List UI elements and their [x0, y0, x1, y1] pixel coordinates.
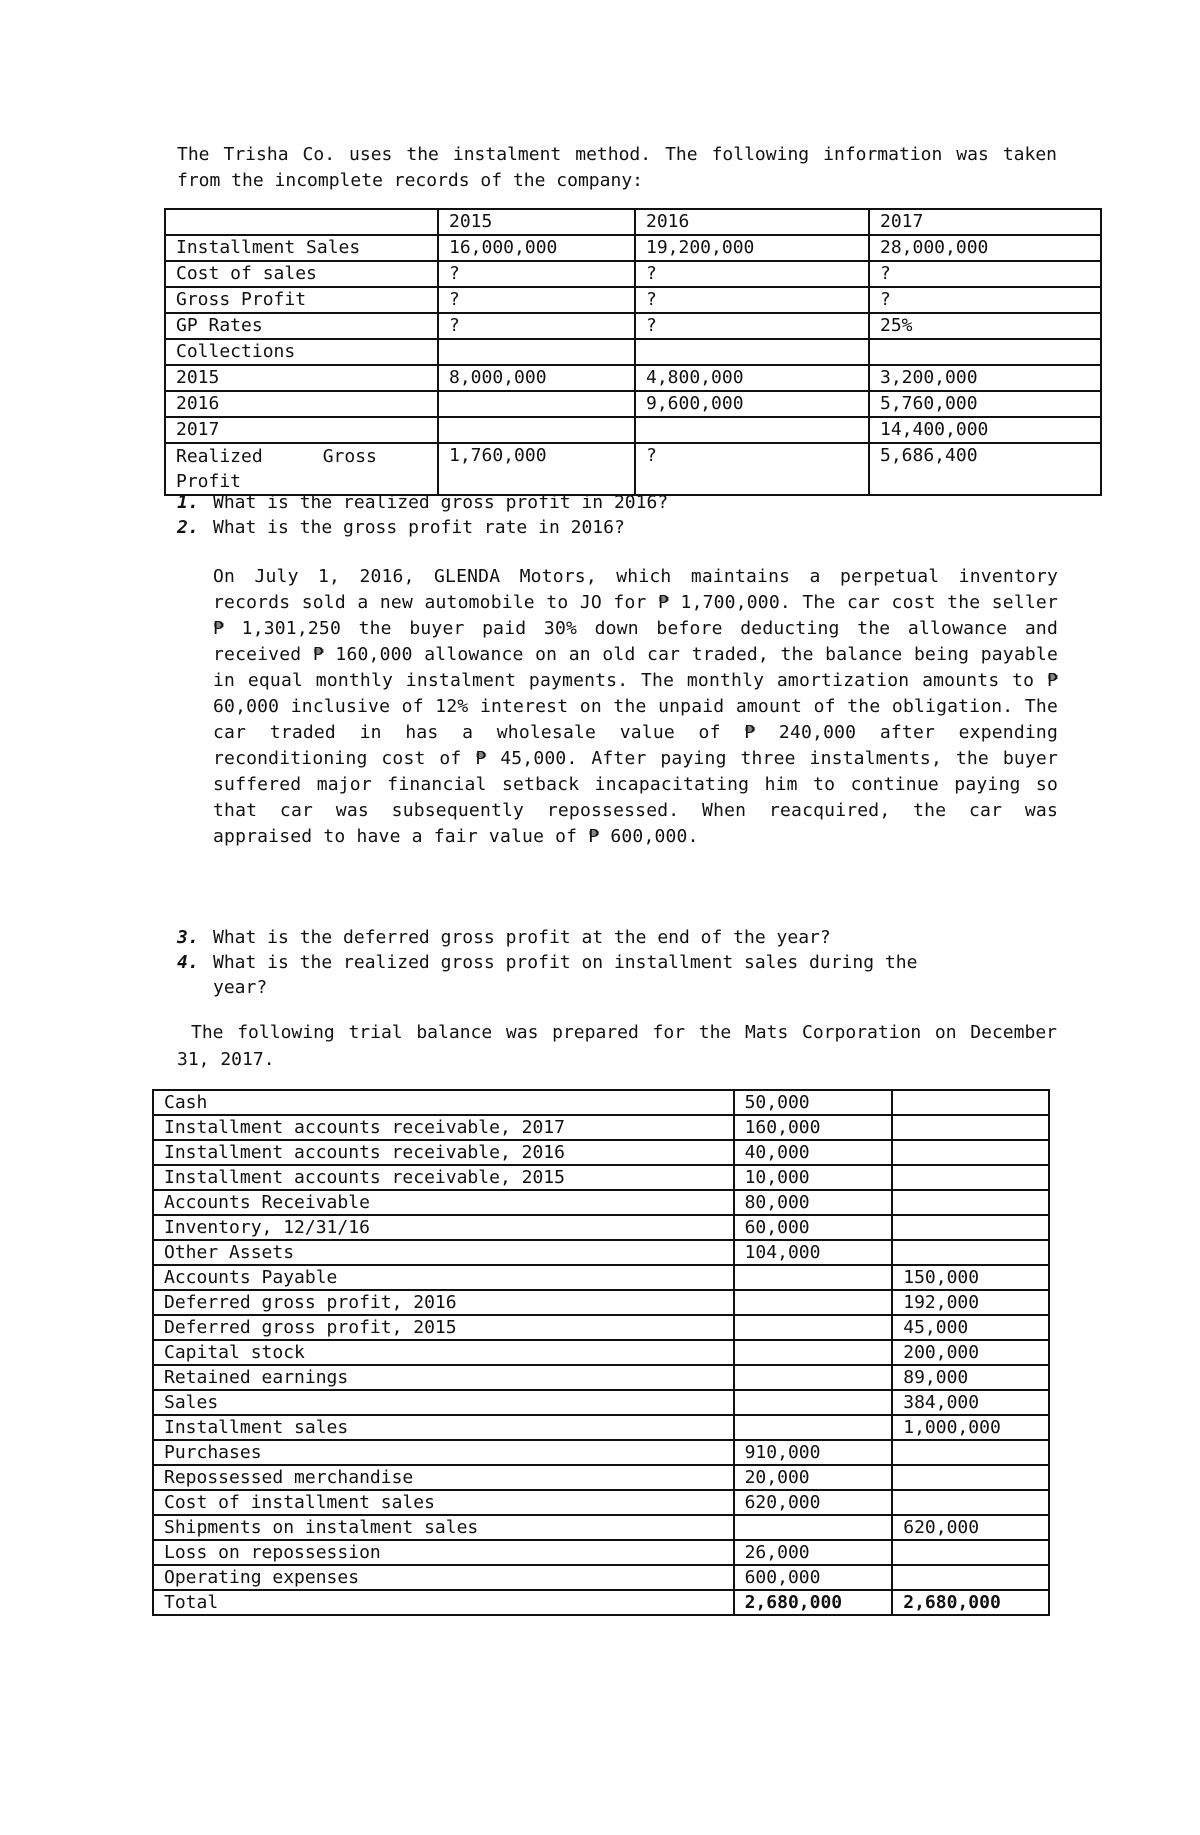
glenda-motors-problem	[213, 564, 1058, 850]
credit-cell	[892, 1190, 1049, 1215]
question-text: What is the deferred gross profit at the end of the year?	[213, 927, 831, 948]
question-number: 1.	[177, 492, 199, 513]
label-part: Gross	[322, 446, 377, 467]
debit-cell	[734, 1365, 893, 1390]
table-cell	[869, 339, 1101, 365]
table-cell: ?	[635, 443, 869, 495]
debit-cell	[734, 1265, 893, 1290]
debit-cell	[734, 1415, 893, 1440]
header-cell: 2017	[869, 209, 1101, 235]
debit-cell: 10,000	[734, 1165, 893, 1190]
row-label: 2017	[165, 417, 438, 443]
trial-intro-paragraph: The following trial balance was prepared for the Mats Corporation on December 31, 2017.	[177, 1022, 1057, 1070]
table-cell: 25%	[869, 313, 1101, 339]
account-row	[153, 1465, 1049, 1490]
table-row	[165, 313, 1101, 339]
credit-cell: 384,000	[892, 1390, 1049, 1415]
account-row	[153, 1415, 1049, 1440]
table-cell: ?	[635, 313, 869, 339]
table-cell	[635, 339, 869, 365]
account-name: Deferred gross profit, 2015	[153, 1315, 734, 1340]
account-row	[153, 1540, 1049, 1565]
debit-cell	[734, 1390, 893, 1415]
credit-cell	[892, 1440, 1049, 1465]
table-cell: ?	[635, 287, 869, 313]
question-number: 4.	[177, 952, 199, 973]
debit-cell: 80,000	[734, 1190, 893, 1215]
table-cell: 5,760,000	[869, 391, 1101, 417]
table-row	[165, 391, 1101, 417]
debit-cell: 600,000	[734, 1565, 893, 1590]
table-cell: 3,200,000	[869, 365, 1101, 391]
account-row	[153, 1290, 1049, 1315]
account-name: Installment accounts receivable, 2015	[153, 1165, 734, 1190]
table-cell: 4,800,000	[635, 365, 869, 391]
account-name: Repossessed merchandise	[153, 1465, 734, 1490]
table-cell: ?	[869, 287, 1101, 313]
credit-cell: 620,000	[892, 1515, 1049, 1540]
credit-cell	[892, 1240, 1049, 1265]
table-row	[165, 365, 1101, 391]
credit-cell	[892, 1490, 1049, 1515]
table-cell	[438, 391, 635, 417]
table-cell: 14,400,000	[869, 417, 1101, 443]
table-cell: 28,000,000	[869, 235, 1101, 261]
account-name: Loss on repossession	[153, 1540, 734, 1565]
table-cell: ?	[869, 261, 1101, 287]
account-row	[153, 1565, 1049, 1590]
debit-cell: 620,000	[734, 1490, 893, 1515]
questions-set-b	[177, 925, 1077, 1000]
questions-set-a	[177, 490, 1077, 540]
account-name: Purchases	[153, 1440, 734, 1465]
table-cell: 19,200,000	[635, 235, 869, 261]
question-item	[177, 515, 1077, 540]
table-cell	[438, 339, 635, 365]
table-row	[165, 261, 1101, 287]
question-item	[177, 950, 1077, 975]
table-cell: ?	[438, 287, 635, 313]
credit-cell: 200,000	[892, 1340, 1049, 1365]
account-name: Operating expenses	[153, 1565, 734, 1590]
account-name: Cost of installment sales	[153, 1490, 734, 1515]
row-label: GP Rates	[165, 313, 438, 339]
account-row	[153, 1440, 1049, 1465]
table-row	[165, 287, 1101, 313]
table-cell: ?	[438, 261, 635, 287]
table-row	[165, 417, 1101, 443]
header-cell	[165, 209, 438, 235]
account-row	[153, 1115, 1049, 1140]
intro-text	[177, 142, 1057, 194]
account-row	[153, 1315, 1049, 1340]
header-cell: 2015	[438, 209, 635, 235]
credit-cell: 2,680,000	[892, 1590, 1049, 1615]
account-name: Installment accounts receivable, 2016	[153, 1140, 734, 1165]
table-cell	[635, 417, 869, 443]
credit-cell	[892, 1140, 1049, 1165]
row-label: 2015	[165, 365, 438, 391]
account-name: Accounts Receivable	[153, 1190, 734, 1215]
debit-cell: 104,000	[734, 1240, 893, 1265]
account-row	[153, 1140, 1049, 1165]
account-name: Installment sales	[153, 1415, 734, 1440]
row-label: Installment Sales	[165, 235, 438, 261]
account-name: Sales	[153, 1390, 734, 1415]
debit-cell: 20,000	[734, 1465, 893, 1490]
account-name: Capital stock	[153, 1340, 734, 1365]
account-row	[153, 1215, 1049, 1240]
credit-cell	[892, 1565, 1049, 1590]
question-continuation: year?	[213, 977, 268, 998]
table-cell: 9,600,000	[635, 391, 869, 417]
problem-paragraph: On July 1, 2016, GLENDA Motors, which maintains a perpetual inventory records sold a new automobile to JO for ₱ 1,700,000. The car cost the seller ₱ 1,301,250 the buyer paid 30% down before deducting the allowance and received ₱ 160,000 allowance on an old car traded, the balance being payable in equal monthly instalment payments. The monthly amortization amounts to ₱ 60,000 inclusive of 12% interest on the unpaid amount of the obligation. The car traded in has a wholesale value of ₱ 240,000 after expending reconditioning cost of ₱ 45,000. After paying three instalments, the buyer suffered major financial setback incapacitating him to continue paying so that car was subsequently repossessed. When reacquired, the car was appraised to have a fair value of ₱ 600,000.	[213, 566, 1058, 847]
credit-cell	[892, 1540, 1049, 1565]
header-cell: 2016	[635, 209, 869, 235]
account-name: Installment accounts receivable, 2017	[153, 1115, 734, 1140]
debit-cell: 40,000	[734, 1140, 893, 1165]
account-name: Shipments on instalment sales	[153, 1515, 734, 1540]
question-number: 3.	[177, 927, 199, 948]
debit-cell: 2,680,000	[734, 1590, 893, 1615]
table-row	[165, 339, 1101, 365]
credit-cell	[892, 1090, 1049, 1115]
credit-cell: 150,000	[892, 1265, 1049, 1290]
total-row	[153, 1590, 1049, 1615]
account-name: Cash	[153, 1090, 734, 1115]
account-row	[153, 1340, 1049, 1365]
trial-balance-table	[152, 1089, 1050, 1616]
debit-cell: 60,000	[734, 1215, 893, 1240]
account-row	[153, 1515, 1049, 1540]
debit-cell: 26,000	[734, 1540, 893, 1565]
installment-records-table	[164, 208, 1102, 496]
credit-cell: 192,000	[892, 1290, 1049, 1315]
credit-cell: 1,000,000	[892, 1415, 1049, 1440]
credit-cell	[892, 1465, 1049, 1490]
table-cell: 8,000,000	[438, 365, 635, 391]
table-cell: 1,760,000	[438, 443, 635, 495]
intro-paragraph: The Trisha Co. uses the instalment method. The following information was taken from the incomplete records of the company:	[177, 144, 1057, 191]
account-name: Accounts Payable	[153, 1265, 734, 1290]
question-item	[177, 490, 1077, 515]
row-label: 2016	[165, 391, 438, 417]
question-text: What is the gross profit rate in 2016?	[213, 517, 625, 538]
table-cell: ?	[635, 261, 869, 287]
table-row	[165, 235, 1101, 261]
account-name: Deferred gross profit, 2016	[153, 1290, 734, 1315]
label-part: Profit	[176, 471, 242, 492]
account-name: Retained earnings	[153, 1365, 734, 1390]
debit-cell: 910,000	[734, 1440, 893, 1465]
debit-cell	[734, 1290, 893, 1315]
table-cell	[438, 417, 635, 443]
debit-cell	[734, 1515, 893, 1540]
trial-balance-intro	[177, 1019, 1057, 1073]
row-label	[165, 443, 438, 495]
question-item	[177, 925, 1077, 950]
debit-cell	[734, 1340, 893, 1365]
credit-cell: 89,000	[892, 1365, 1049, 1390]
account-row	[153, 1240, 1049, 1265]
table-header-row	[165, 209, 1101, 235]
question-text: What is the realized gross profit in 2016?	[213, 492, 669, 513]
table-cell: ?	[438, 313, 635, 339]
account-row	[153, 1390, 1049, 1415]
credit-cell: 45,000	[892, 1315, 1049, 1340]
account-row	[153, 1490, 1049, 1515]
realized-gross-profit-row	[165, 443, 1101, 495]
row-label: Collections	[165, 339, 438, 365]
debit-cell	[734, 1315, 893, 1340]
credit-cell	[892, 1165, 1049, 1190]
account-name: Other Assets	[153, 1240, 734, 1265]
table-cell: 16,000,000	[438, 235, 635, 261]
account-row	[153, 1365, 1049, 1390]
account-name: Inventory, 12/31/16	[153, 1215, 734, 1240]
question-text: What is the realized gross profit on installment sales during the	[213, 952, 918, 973]
table-cell: 5,686,400	[869, 443, 1101, 495]
credit-cell	[892, 1215, 1049, 1240]
account-row	[153, 1165, 1049, 1190]
question-number: 2.	[177, 517, 199, 538]
label-part: Realized	[176, 446, 263, 467]
account-row	[153, 1090, 1049, 1115]
account-name: Total	[153, 1590, 734, 1615]
credit-cell	[892, 1115, 1049, 1140]
debit-cell: 50,000	[734, 1090, 893, 1115]
debit-cell: 160,000	[734, 1115, 893, 1140]
row-label: Gross Profit	[165, 287, 438, 313]
account-row	[153, 1190, 1049, 1215]
account-row	[153, 1265, 1049, 1290]
row-label: Cost of sales	[165, 261, 438, 287]
